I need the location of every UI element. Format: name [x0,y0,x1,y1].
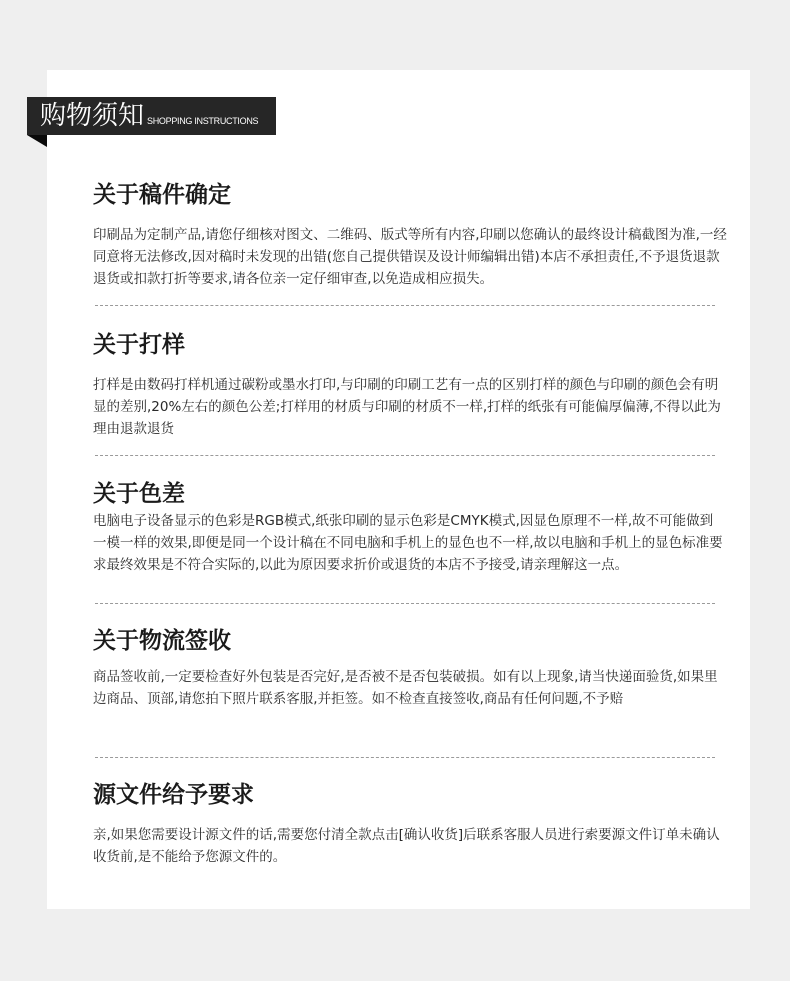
tag-fold-shadow [27,135,47,147]
section-divider [95,305,715,306]
section-divider [95,455,715,456]
section-body: 亲,如果您需要设计源文件的话,需要您付清全款点击[确认收货]后联系客服人员进行索要源文件订单未确认收货前,是不能给予您源文件的。 [93,827,720,865]
section-body: 打样是由数码打样机通过碳粉或墨水打印,与印刷的印刷工艺有一点的区别打样的颜色与印刷的颜色会有明显的差别,20%左右的颜色公差;打样用的材质与印刷的材质不一样,打样的纸张有可能偏厚偏薄,不得以此为理由退款退货 [93,377,721,437]
section-delivery-receipt [93,626,733,710]
page-subtitle: SHOPPING INSTRUCTIONS [147,116,259,126]
section-color-difference [93,479,733,576]
section-draft-confirmation [93,180,733,290]
section-divider [95,603,715,604]
section-body: 印刷品为定制产品,请您仔细核对图文、二维码、版式等所有内容,印刷以您确认的最终设计稿截图为准,一经同意将无法修改,因对稿时未发现的出错(您自己提供错误及设计师编辑出错)本店不承担责任,不予退货退款退货或扣款打折等要求,请各位亲一定仔细审查,以免造成相应损失。 [93,227,727,287]
section-divider [95,757,715,758]
section-body: 电脑电子设备显示的色彩是RGB模式,纸张印刷的显示色彩是CMYK模式,因显色原理不一样,故不可能做到一模一样的效果,即便是同一个设计稿在不同电脑和手机上的显色也不一样,故以电脑和手机上的显色标准要求最终效果是不符合实际的,以此为原因要求折价或退货的本店不予接受,请亲理解这一点。 [93,513,723,573]
section-header-tag [27,97,276,135]
section-title: 关于色差 [93,481,185,507]
page-title: 购物须知 [40,101,145,131]
section-title: 关于打样 [93,332,185,358]
section-source-files [93,780,733,868]
section-body: 商品签收前,一定要检查好外包装是否完好,是否被不是否包装破损。如有以上现象,请当快递面验货,如果里边商品、顶部,请您拍下照片联系客服,并拒签。如不检查直接签收,商品有任何问题,不予赔 [93,669,718,707]
section-title: 关于稿件确定 [93,182,231,208]
section-title: 关于物流签收 [93,628,231,654]
section-title: 源文件给予要求 [93,782,254,808]
section-proofing [93,330,733,440]
